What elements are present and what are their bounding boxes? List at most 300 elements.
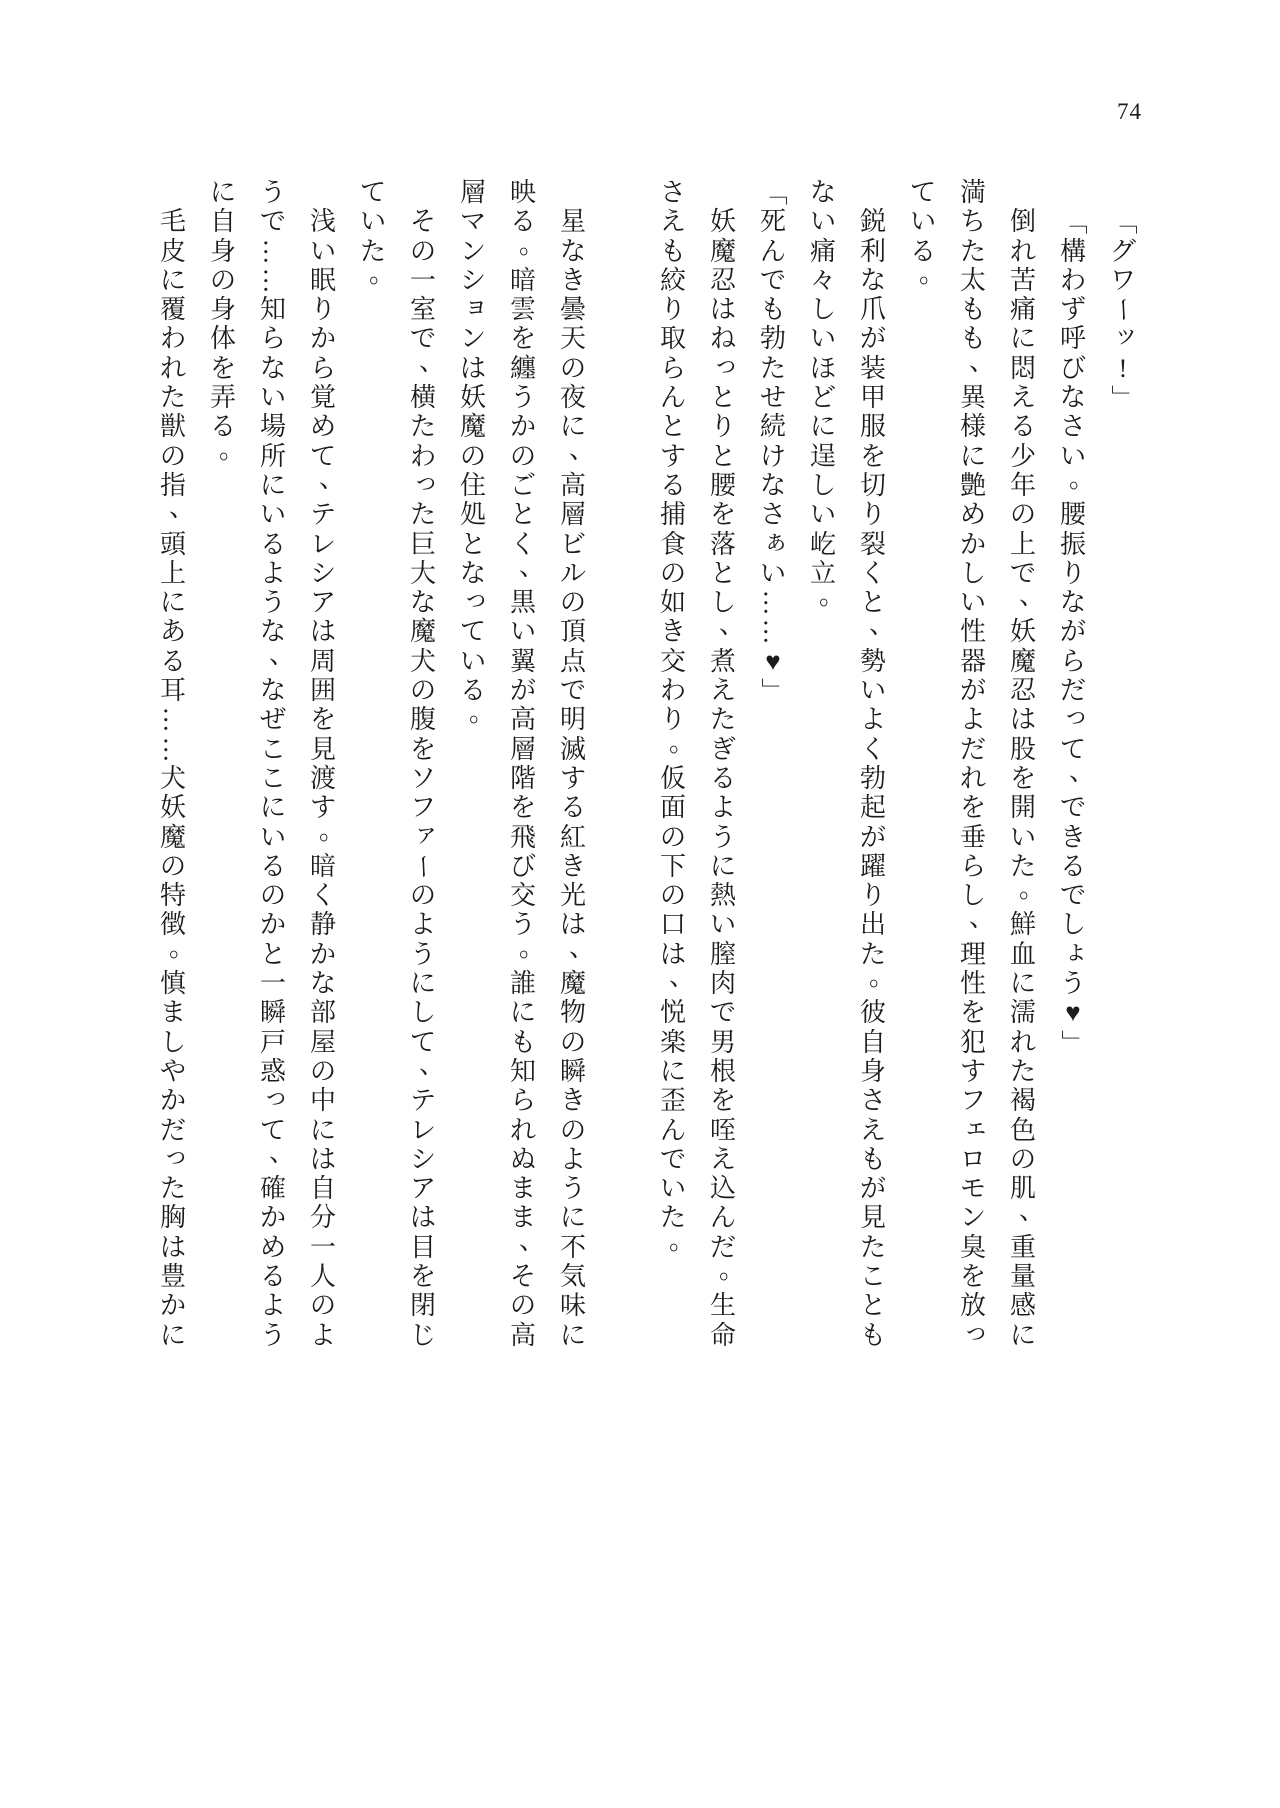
glyph: 毛 — [159, 207, 186, 237]
glyph: 込 — [709, 1174, 736, 1204]
glyph: く — [859, 558, 886, 588]
glyph: で — [259, 207, 286, 237]
glyph: 弄 — [209, 383, 236, 413]
glyph: い — [259, 822, 286, 852]
glyph: あ — [159, 617, 186, 647]
glyph: っ — [712, 349, 739, 379]
glyph: う — [409, 939, 436, 969]
glyph: の — [159, 441, 186, 471]
glyph: に — [159, 265, 186, 295]
glyph: ソ — [409, 763, 436, 793]
glyph: き — [659, 617, 686, 647]
glyph: 室 — [409, 295, 436, 325]
text-column — [148, 178, 198, 1350]
glyph: 。 — [368, 258, 395, 288]
glyph: の — [1009, 1144, 1036, 1174]
glyph: 頂 — [559, 617, 586, 647]
glyph: な — [259, 353, 286, 383]
glyph: だ — [709, 1232, 736, 1262]
glyph: 。 — [668, 1225, 695, 1255]
glyph: 、 — [568, 932, 595, 962]
glyph: た — [359, 236, 386, 266]
glyph: た — [659, 1203, 686, 1233]
glyph: 翼 — [509, 646, 536, 676]
scene-break-gap — [598, 178, 648, 1350]
glyph: う — [709, 822, 736, 852]
glyph: う — [509, 910, 536, 940]
glyph: は — [559, 910, 586, 940]
glyph: し — [959, 881, 986, 911]
glyph: て — [909, 178, 936, 207]
glyph: な — [1059, 588, 1086, 618]
glyph: 中 — [309, 1086, 336, 1116]
glyph: い — [1059, 441, 1086, 471]
glyph: 大 — [409, 558, 436, 588]
glyph: 満 — [959, 178, 986, 207]
glyph: を — [409, 1261, 436, 1291]
glyph: 苦 — [1009, 265, 1036, 295]
glyph: ね — [709, 324, 736, 354]
glyph: 「 — [758, 179, 788, 206]
glyph: マ — [459, 207, 486, 237]
glyph: 豊 — [159, 1261, 186, 1291]
glyph: す — [309, 793, 336, 823]
glyph: こ — [259, 763, 286, 793]
glyph: い — [809, 207, 836, 237]
glyph: ら — [959, 851, 986, 881]
glyph: が — [1059, 617, 1086, 647]
text-column — [648, 178, 698, 1350]
glyph: 肉 — [709, 969, 736, 999]
glyph: 忍 — [709, 265, 736, 295]
glyph: 捕 — [659, 500, 686, 530]
glyph: 犯 — [959, 1027, 986, 1057]
glyph: ぎ — [709, 734, 736, 764]
glyph: 異 — [959, 383, 986, 413]
glyph: そ — [509, 1261, 536, 1291]
glyph: 年 — [1009, 470, 1036, 500]
glyph: 咥 — [709, 1115, 736, 1145]
glyph: 。 — [168, 932, 195, 962]
glyph: よ — [259, 1291, 286, 1321]
glyph: と — [709, 441, 736, 471]
glyph: ほ — [809, 353, 836, 383]
glyph: 魔 — [709, 236, 736, 266]
glyph: た — [159, 1174, 186, 1204]
glyph: 妖 — [459, 383, 486, 413]
glyph: ェ — [962, 1111, 989, 1141]
glyph: て — [359, 178, 386, 207]
text-column — [698, 178, 748, 1350]
glyph: 服 — [859, 412, 886, 442]
glyph: の — [159, 851, 186, 881]
glyph: の — [659, 558, 686, 588]
glyph: 階 — [509, 763, 536, 793]
glyph: を — [859, 441, 886, 471]
glyph: え — [659, 207, 686, 237]
glyph: だ — [959, 734, 986, 764]
glyph: 渡 — [309, 763, 336, 793]
glyph: し — [809, 295, 836, 325]
glyph: び — [509, 851, 536, 881]
glyph: 「 — [1058, 208, 1088, 235]
glyph: 爪 — [859, 295, 886, 325]
glyph: ア — [409, 1174, 436, 1204]
glyph: 肌 — [1009, 1174, 1036, 1204]
glyph: で — [1059, 793, 1086, 823]
glyph: と — [459, 529, 486, 559]
glyph: 。 — [518, 229, 545, 259]
glyph: 胸 — [159, 1203, 186, 1233]
glyph: 閉 — [409, 1291, 436, 1321]
glyph: っ — [412, 466, 439, 496]
glyph: か — [159, 1291, 186, 1321]
glyph: な — [459, 558, 486, 588]
glyph: 、 — [968, 903, 995, 933]
glyph: 。 — [1068, 463, 1095, 493]
glyph: 、 — [268, 639, 295, 669]
glyph: に — [409, 969, 436, 999]
glyph: 暗 — [509, 265, 536, 295]
glyph: レ — [409, 1115, 436, 1145]
glyph: 」 — [1108, 384, 1138, 411]
glyph: ー — [1108, 296, 1138, 323]
glyph: 男 — [709, 1027, 736, 1057]
glyph: い — [359, 207, 386, 237]
glyph: 食 — [659, 529, 686, 559]
glyph: 、 — [418, 1049, 445, 1079]
glyph: 暗 — [309, 851, 336, 881]
glyph: や — [159, 1056, 186, 1086]
glyph: と — [509, 500, 536, 530]
glyph: 、 — [968, 346, 995, 376]
glyph: れ — [959, 763, 986, 793]
glyph: に — [159, 1320, 186, 1350]
glyph: 慎 — [159, 969, 186, 999]
glyph: だ — [159, 1115, 186, 1145]
glyph: に — [1009, 324, 1036, 354]
glyph: 痛 — [1009, 295, 1036, 325]
glyph: 瞬 — [559, 1056, 586, 1086]
glyph: 。 — [468, 698, 495, 728]
glyph: 高 — [509, 1320, 536, 1350]
glyph: 。 — [718, 1254, 745, 1284]
glyph: … — [758, 619, 788, 646]
glyph: 妖 — [709, 207, 736, 237]
glyph: の — [659, 822, 686, 852]
glyph: わ — [1059, 265, 1086, 295]
glyph: 装 — [859, 353, 886, 383]
glyph: 重 — [1009, 1232, 1036, 1262]
glyph: 、 — [1068, 756, 1095, 786]
glyph: い — [959, 588, 986, 618]
glyph: て — [259, 1115, 286, 1145]
text-column — [748, 178, 798, 1350]
glyph: 血 — [1009, 939, 1036, 969]
glyph: じ — [409, 1320, 436, 1350]
glyph: 臭 — [959, 1232, 986, 1262]
glyph: 囲 — [309, 676, 336, 706]
glyph: 褐 — [1009, 1086, 1036, 1116]
glyph: し — [709, 588, 736, 618]
glyph: 場 — [259, 412, 286, 442]
glyph: 自 — [309, 1174, 336, 1204]
text-block — [148, 178, 1148, 1350]
glyph: で — [409, 324, 436, 354]
glyph: る — [209, 412, 236, 442]
glyph: 魔 — [1009, 646, 1036, 676]
glyph: を — [959, 1261, 986, 1291]
glyph: に — [1009, 969, 1036, 999]
glyph: き — [559, 851, 586, 881]
glyph: そ — [409, 207, 436, 237]
glyph: た — [859, 939, 886, 969]
glyph: た — [709, 705, 736, 735]
glyph: か — [509, 412, 536, 442]
glyph: い — [859, 676, 886, 706]
glyph: は — [1009, 705, 1036, 735]
glyph: 感 — [1009, 1291, 1036, 1321]
glyph: に — [509, 998, 536, 1028]
glyph: 犬 — [159, 763, 186, 793]
glyph: 点 — [559, 646, 586, 676]
glyph: 高 — [509, 705, 536, 735]
glyph: 、 — [418, 346, 445, 376]
glyph: 逞 — [809, 441, 836, 471]
glyph: 物 — [559, 998, 586, 1028]
glyph: 仮 — [659, 763, 686, 793]
glyph: 頭 — [159, 529, 186, 559]
glyph: て — [409, 1027, 436, 1057]
glyph: か — [159, 1086, 186, 1116]
glyph: 滅 — [559, 734, 586, 764]
glyph: 取 — [659, 324, 686, 354]
glyph: て — [459, 617, 486, 647]
text-column — [498, 178, 548, 1350]
glyph: り — [709, 412, 736, 442]
glyph: 」 — [1058, 1029, 1088, 1056]
glyph: に — [559, 1320, 586, 1350]
glyph: 不 — [559, 1232, 586, 1262]
glyph: き — [559, 1086, 586, 1116]
glyph: 振 — [1059, 529, 1086, 559]
glyph: れ — [1009, 1027, 1036, 1057]
glyph: る — [259, 851, 286, 881]
glyph: 悶 — [1009, 353, 1036, 383]
glyph: 、 — [718, 610, 745, 640]
glyph: の — [509, 441, 536, 471]
glyph: れ — [159, 353, 186, 383]
glyph: く — [309, 881, 336, 911]
glyph: よ — [409, 910, 436, 940]
glyph: シ — [459, 265, 486, 295]
glyph: め — [959, 500, 986, 530]
glyph: レ — [309, 529, 336, 559]
glyph: た — [409, 500, 436, 530]
glyph: 夜 — [559, 383, 586, 413]
glyph: た — [859, 1232, 886, 1262]
glyph: い — [459, 646, 486, 676]
glyph: 、 — [568, 434, 595, 464]
glyph: の — [1009, 500, 1036, 530]
glyph: が — [859, 1174, 886, 1204]
glyph: か — [309, 324, 336, 354]
glyph: き — [1059, 822, 1086, 852]
glyph: 股 — [1009, 734, 1036, 764]
glyph: に — [309, 1115, 336, 1145]
glyph: 、 — [868, 610, 895, 640]
glyph: り — [859, 881, 886, 911]
glyph: ぁ — [762, 525, 789, 555]
glyph: に — [1009, 1320, 1036, 1350]
glyph: な — [859, 265, 886, 295]
glyph: に — [159, 588, 186, 618]
glyph: め — [309, 412, 336, 442]
glyph: 纏 — [509, 353, 536, 383]
glyph: 横 — [409, 383, 436, 413]
glyph: の — [459, 441, 486, 471]
glyph: し — [1059, 910, 1086, 940]
glyph: ご — [509, 470, 536, 500]
glyph: 分 — [309, 1203, 336, 1233]
glyph: さ — [1059, 412, 1086, 442]
glyph: 」 — [758, 677, 788, 704]
glyph: 徴 — [159, 910, 186, 940]
glyph: 身 — [209, 295, 236, 325]
glyph: 交 — [659, 646, 686, 676]
glyph: い — [259, 383, 286, 413]
glyph: 黒 — [509, 588, 536, 618]
glyph: う — [509, 383, 536, 413]
glyph: 。 — [318, 815, 345, 845]
text-column — [798, 178, 848, 1350]
glyph: か — [259, 910, 286, 940]
glyph: 量 — [1009, 1261, 1036, 1291]
glyph: 理 — [959, 939, 986, 969]
glyph: 勃 — [859, 763, 886, 793]
glyph: る — [1059, 851, 1086, 881]
glyph: え — [1009, 383, 1036, 413]
glyph: れ — [1009, 236, 1036, 266]
glyph: 垂 — [959, 822, 986, 852]
glyph: び — [1059, 353, 1086, 383]
glyph: 続 — [759, 412, 786, 442]
glyph: で — [659, 1144, 686, 1174]
glyph: 浅 — [309, 207, 336, 237]
glyph: 曇 — [559, 295, 586, 325]
glyph: 耳 — [159, 676, 186, 706]
text-column — [248, 178, 298, 1350]
glyph: も — [509, 1027, 536, 1057]
glyph: 忍 — [1009, 676, 1036, 706]
glyph: い — [309, 236, 336, 266]
glyph: か — [259, 1203, 286, 1233]
glyph: 腰 — [709, 470, 736, 500]
glyph: い — [809, 324, 836, 354]
glyph: な — [759, 470, 786, 500]
glyph: ♥ — [1065, 998, 1081, 1028]
glyph: 戸 — [259, 1027, 286, 1057]
glyph: 犬 — [409, 646, 436, 676]
glyph: り — [309, 295, 336, 325]
glyph: り — [1059, 558, 1086, 588]
text-column — [898, 178, 948, 1350]
glyph: 歪 — [659, 1086, 686, 1116]
glyph: る — [559, 793, 586, 823]
glyph: 、 — [268, 1137, 295, 1167]
glyph: 々 — [809, 265, 836, 295]
glyph: か — [959, 529, 986, 559]
glyph: を — [709, 1086, 736, 1116]
glyph: 少 — [1009, 441, 1036, 471]
glyph: 艶 — [959, 470, 986, 500]
glyph: 命 — [709, 1320, 736, 1350]
glyph: 妖 — [1009, 617, 1036, 647]
glyph: 上 — [159, 558, 186, 588]
glyph: 紅 — [559, 822, 586, 852]
glyph: 指 — [159, 470, 186, 500]
glyph: 腹 — [409, 705, 436, 735]
glyph: っ — [462, 584, 489, 614]
glyph: い — [709, 910, 736, 940]
glyph: テ — [309, 500, 336, 530]
text-column — [198, 178, 248, 1350]
glyph: ワ — [1109, 265, 1136, 295]
glyph: 落 — [709, 529, 736, 559]
glyph: 、 — [668, 962, 695, 992]
glyph: 甲 — [859, 383, 886, 413]
glyph: シ — [309, 558, 336, 588]
glyph: 性 — [959, 617, 986, 647]
glyph: 層 — [559, 500, 586, 530]
glyph: す — [559, 763, 586, 793]
glyph: な — [259, 617, 286, 647]
glyph: 太 — [959, 265, 986, 295]
glyph: よ — [709, 793, 736, 823]
glyph: ー — [408, 853, 438, 880]
glyph: 層 — [459, 178, 486, 207]
glyph: か — [309, 939, 336, 969]
glyph: が — [959, 676, 986, 706]
text-column — [298, 178, 348, 1350]
glyph: 生 — [709, 1291, 736, 1321]
glyph: に — [259, 470, 286, 500]
glyph: う — [259, 588, 286, 618]
glyph: 瞬 — [259, 998, 286, 1028]
glyph: な — [809, 178, 836, 207]
glyph: 見 — [859, 1203, 886, 1233]
glyph: が — [859, 822, 886, 852]
glyph: を — [959, 998, 986, 1028]
glyph: よ — [859, 705, 886, 735]
glyph: く — [859, 734, 886, 764]
glyph: う — [559, 1174, 586, 1204]
glyph: グ — [1109, 236, 1136, 266]
glyph: ら — [659, 353, 686, 383]
glyph: た — [1009, 851, 1036, 881]
glyph: 濡 — [1009, 998, 1036, 1028]
glyph: の — [409, 236, 436, 266]
glyph: … — [258, 238, 288, 265]
glyph: 膣 — [709, 939, 736, 969]
glyph: 魔 — [559, 969, 586, 999]
glyph: ♥ — [765, 646, 781, 676]
glyph: し — [409, 998, 436, 1028]
glyph: 味 — [559, 1291, 586, 1321]
glyph: 確 — [259, 1174, 286, 1204]
glyph: る — [709, 763, 736, 793]
glyph: 惑 — [259, 1056, 286, 1086]
